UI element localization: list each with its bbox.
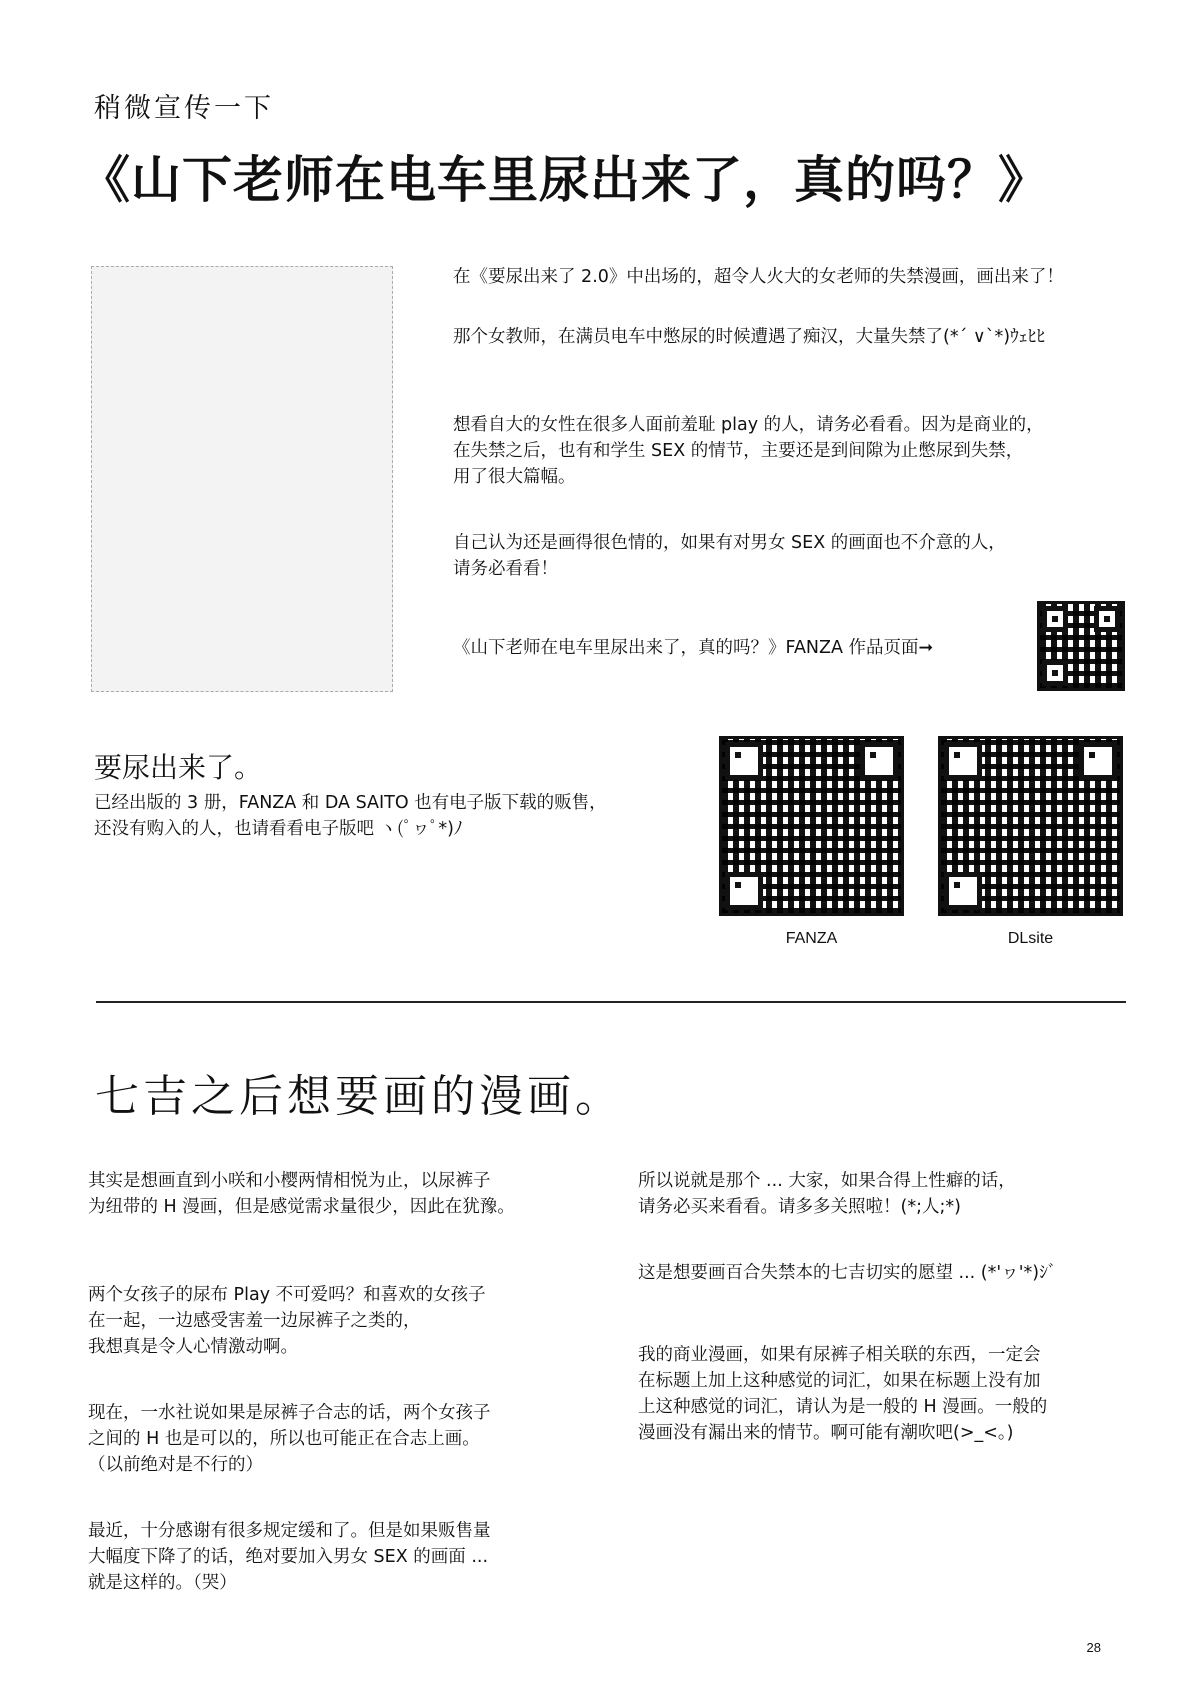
text-line: 其实是想画直到小咲和小樱两情相悦为止，以尿裤子 bbox=[88, 1171, 491, 1191]
qr-code-dlsite[interactable] bbox=[938, 736, 1123, 916]
text-line: 在失禁之后，也有和学生 SEX 的情节，主要还是到间隙为止憋尿到失禁， bbox=[453, 441, 1024, 461]
text-line: 在标题上加上这种感觉的词汇，如果在标题上没有加 bbox=[638, 1371, 1041, 1391]
text-line: 这是想要画百合失禁本的七吉切实的愿望 ... (*'ヮ'*)ｼﾞ bbox=[638, 1263, 1057, 1283]
qr-code-fanza[interactable] bbox=[719, 736, 904, 916]
text-line: 在一起，一边感受害羞一边尿裤子之类的， bbox=[88, 1311, 421, 1331]
text-line: 就是这样的。（哭） bbox=[88, 1573, 237, 1593]
text-line: 大幅度下降了的话，绝对要加入男女 SEX 的画面 ... bbox=[88, 1547, 489, 1567]
text-line: 在《要尿出来了 2.0》中出场的，超令人火大的女老师的失禁漫画，画出来了！ bbox=[453, 267, 1064, 287]
text-line: 最近，十分感谢有很多规定缓和了。但是如果贩售量 bbox=[88, 1521, 491, 1541]
qr-label-fanza: FANZA bbox=[785, 930, 838, 947]
plans-title: 七吉之后想要画的漫画。 bbox=[95, 1071, 623, 1122]
text-line: 所以说就是那个 ... 大家，如果合得上性癖的话， bbox=[638, 1171, 1016, 1191]
text-line: 请务必看看！ bbox=[453, 559, 558, 579]
series-title: 要尿出来了。 bbox=[94, 751, 263, 784]
section-kicker: 稍微宣传一下 bbox=[94, 93, 274, 124]
page-number: 28 bbox=[1086, 1640, 1101, 1655]
text-line: 已经出版的 3 册，FANZA 和 DA SAITO 也有电子版下载的贩售， bbox=[94, 793, 607, 813]
text-line: 两个女孩子的尿布 Play 不可爱吗？和喜欢的女孩子 bbox=[88, 1285, 486, 1305]
text-line: 想看自大的女性在很多人面前羞耻 play 的人，请务必看看。因为是商业的， bbox=[453, 415, 1044, 435]
qr-code-product-page[interactable] bbox=[1037, 601, 1125, 691]
text-line: （以前绝对是不行的） bbox=[88, 1455, 263, 1475]
text-line: 现在，一水社说如果是尿裤子合志的话，两个女孩子 bbox=[88, 1403, 491, 1423]
text-line: 我想真是令人心情激动啊。 bbox=[88, 1337, 298, 1357]
text-line: 请务必买来看看。请多多关照啦！(*;人;*) bbox=[638, 1197, 961, 1217]
text-line: 我的商业漫画，如果有尿裤子相关联的东西，一定会 bbox=[638, 1345, 1041, 1365]
qr-label-dlsite: DLsite bbox=[1007, 930, 1054, 947]
text-line: 还没有购入的人，也请看看电子版吧 ヽ(ﾟヮﾟ*)ﾉ bbox=[94, 819, 463, 839]
promo-link-label[interactable]: 《山下老师在电车里尿出来了，真的吗？》FANZA 作品页面➞ bbox=[453, 638, 934, 658]
text-line: 上这种感觉的词汇，请认为是一般的 H 漫画。一般的 bbox=[638, 1397, 1048, 1417]
text-line: 为纽带的 H 漫画，但是感觉需求量很少，因此在犹豫。 bbox=[88, 1197, 515, 1217]
text-line: 漫画没有漏出来的情节。啊可能有潮吹吧(>_<。) bbox=[638, 1423, 1014, 1443]
text-line: 之间的 H 也是可以的，所以也可能正在合志上画。 bbox=[88, 1429, 480, 1449]
page-title: 《山下老师在电车里尿出来了，真的吗？》 bbox=[80, 151, 1049, 209]
section-divider bbox=[96, 1001, 1126, 1003]
text-line: 自己认为还是画得很色情的，如果有对男女 SEX 的画面也不介意的人， bbox=[453, 533, 1006, 553]
text-line: 用了很大篇幅。 bbox=[453, 467, 576, 487]
comic-cover-image bbox=[91, 266, 393, 692]
text-line: 那个女教师，在满员电车中憋尿的时候遭遇了痴汉，大量失禁了(*´ ∨`*)ｳｪﾋﾋ bbox=[453, 327, 1046, 347]
